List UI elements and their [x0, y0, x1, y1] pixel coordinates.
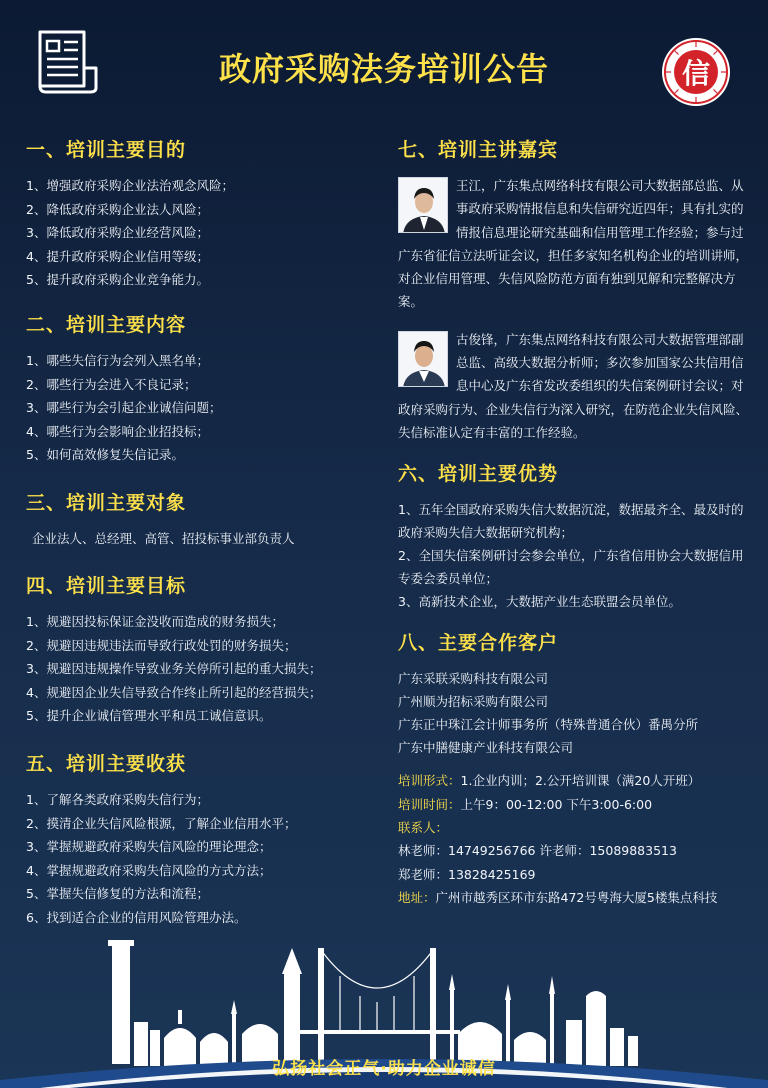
list-item: 1、规避因投标保证金没收而造成的财务损失；: [26, 613, 284, 629]
section-purpose: [26, 136, 376, 292]
format-label: 培训形式：: [398, 773, 461, 789]
list-item: 6、找到适合企业的信用风险管理办法。: [26, 909, 247, 925]
guest-photo: [398, 331, 448, 387]
list-item: 2、规避因违规违法而导致行政处罚的财务损失；: [26, 637, 297, 653]
section-clients: [398, 629, 754, 759]
section-title: 二、培训主要内容: [26, 313, 187, 336]
guest-profile: [398, 328, 754, 444]
training-format: [398, 769, 754, 792]
list-item: 5、提升企业诚信管理水平和员工诚信意识。: [26, 708, 272, 724]
section-gains: [26, 750, 376, 930]
list-item: 1、增强政府采购企业法治观念风险；: [26, 178, 234, 193]
right-column: [398, 136, 754, 910]
seal-logo: [660, 36, 732, 108]
list-item: 3、高新技术企业，大数据产业生态联盟会员单位。: [398, 594, 681, 610]
time-label: 培训时间：: [398, 796, 461, 812]
section-title: 四、培训主要目标: [26, 574, 187, 597]
list-item: 4、提升政府采购企业信用等级；: [26, 248, 209, 264]
contact-line: 林老师：14749256766 许老师：15089883513: [398, 843, 677, 859]
client-item: 广东中膳健康产业科技有限公司: [398, 740, 574, 756]
list-item: 5、提升政府采购企业竞争能力。: [26, 272, 209, 288]
section-title: 五、培训主要收获: [26, 752, 187, 775]
list-item: 2、哪些行为会进入不良记录；: [26, 376, 197, 392]
page-title: 政府采购法务培训公告: [218, 50, 549, 88]
section-speakers: [398, 136, 754, 444]
list-item: 3、规避因违规操作导致业务关停所引起的重大损失；: [26, 661, 322, 677]
address: [398, 886, 754, 909]
section-advantages: [398, 460, 754, 613]
section-title: 七、培训主讲嘉宾: [398, 139, 559, 161]
guest-bio: 王江，广东集点网络科技有限公司大数据部总监、从事政府采购情报信息和失信研究近四年；具有扎实的情报信息理论研究基础和信用管理工作经验；参与过广东省征信立法听证会议，担任多家知名机构企业的培训讲师，对企业信用管理、失信风险防范方面有独到见解和完整解决方案。: [398, 178, 749, 310]
list-item: 3、哪些行为会引起企业诚信问题；: [26, 400, 222, 416]
section-title: 八、主要合作客户: [398, 632, 559, 655]
list-item: 2、降低政府采购企业法人风险；: [26, 201, 209, 217]
audience-text: 企业法人、总经理、高管、招投标事业部负责人: [32, 530, 295, 546]
address-value: 广州市越秀区环市东路472号粤海大厦5楼集点科技: [435, 890, 718, 906]
left-column: [26, 136, 376, 929]
section-content: [26, 311, 376, 467]
list-item: 4、掌握规避政府采购失信风险的方式方法；: [26, 862, 272, 878]
list-item: 3、掌握规避政府采购失信风险的理论理念；: [26, 839, 272, 855]
seal-character: 信: [681, 57, 710, 90]
contact-line: 郑老师：13828425169: [398, 866, 536, 882]
list-item: 3、降低政府采购企业经营风险；: [26, 225, 209, 241]
list-item: 4、哪些行为会影响企业招投标；: [26, 423, 209, 439]
list-item: 5、掌握失信修复的方法和流程；: [26, 886, 209, 902]
contact: [398, 816, 754, 839]
client-item: 广东正中珠江会计师事务所（特殊普通合伙）番禺分所: [398, 717, 699, 733]
section-audience: [26, 489, 376, 550]
list-item: 2、摸清企业失信风险根源，了解企业信用水平；: [26, 815, 297, 831]
guest-profile: [398, 174, 754, 314]
section-title: 三、培训主要对象: [26, 491, 187, 514]
list-item: 1、哪些失信行为会列入黑名单；: [26, 352, 209, 368]
section-title: 一、培训主要目的: [26, 139, 187, 161]
client-item: 广东采联采购科技有限公司: [398, 671, 549, 687]
list-item: 2、全国失信案例研讨会参会单位，广东省信用协会大数据信用专委会委员单位；: [398, 548, 744, 587]
training-info: [398, 769, 754, 909]
list-item: 5、如何高效修复失信记录。: [26, 447, 184, 463]
format-value: 1.企业内训；2.公开培训课（满20人开班）: [460, 773, 701, 789]
address-label: 地址：: [398, 890, 436, 906]
training-time: [398, 793, 754, 816]
list-item: 1、了解各类政府采购失信行为；: [26, 791, 209, 807]
contact-label: 联系人：: [398, 820, 449, 836]
section-title: 六、培训主要优势: [398, 463, 559, 486]
guest-bio: 古俊锋，广东集点网络科技有限公司大数据管理部副总监、高级大数据分析师；多次参加国家公共信用信息中心及广东省发改委组织的失信案例研讨会议；对政府采购行为、企业失信行为深入研究，在防范企业失信风险、失信标准认定有丰富的工作经验。: [398, 331, 749, 440]
time-value: 上午9：00-12:00 下午3:00-6:00: [460, 796, 653, 812]
client-item: 广州顺为招标采购有限公司: [398, 694, 549, 710]
guest-photo: [398, 177, 448, 233]
section-goals: [26, 572, 376, 728]
list-item: 1、五年全国政府采购失信大数据沉淀，数据最齐全、最及时的政府采购失信大数据研究机构；: [398, 502, 744, 541]
list-item: 4、规避因企业失信导致合作终止所引起的经营损失；: [26, 684, 322, 700]
footer-slogan: 弘扬社会正气·助力企业诚信: [272, 1059, 496, 1079]
